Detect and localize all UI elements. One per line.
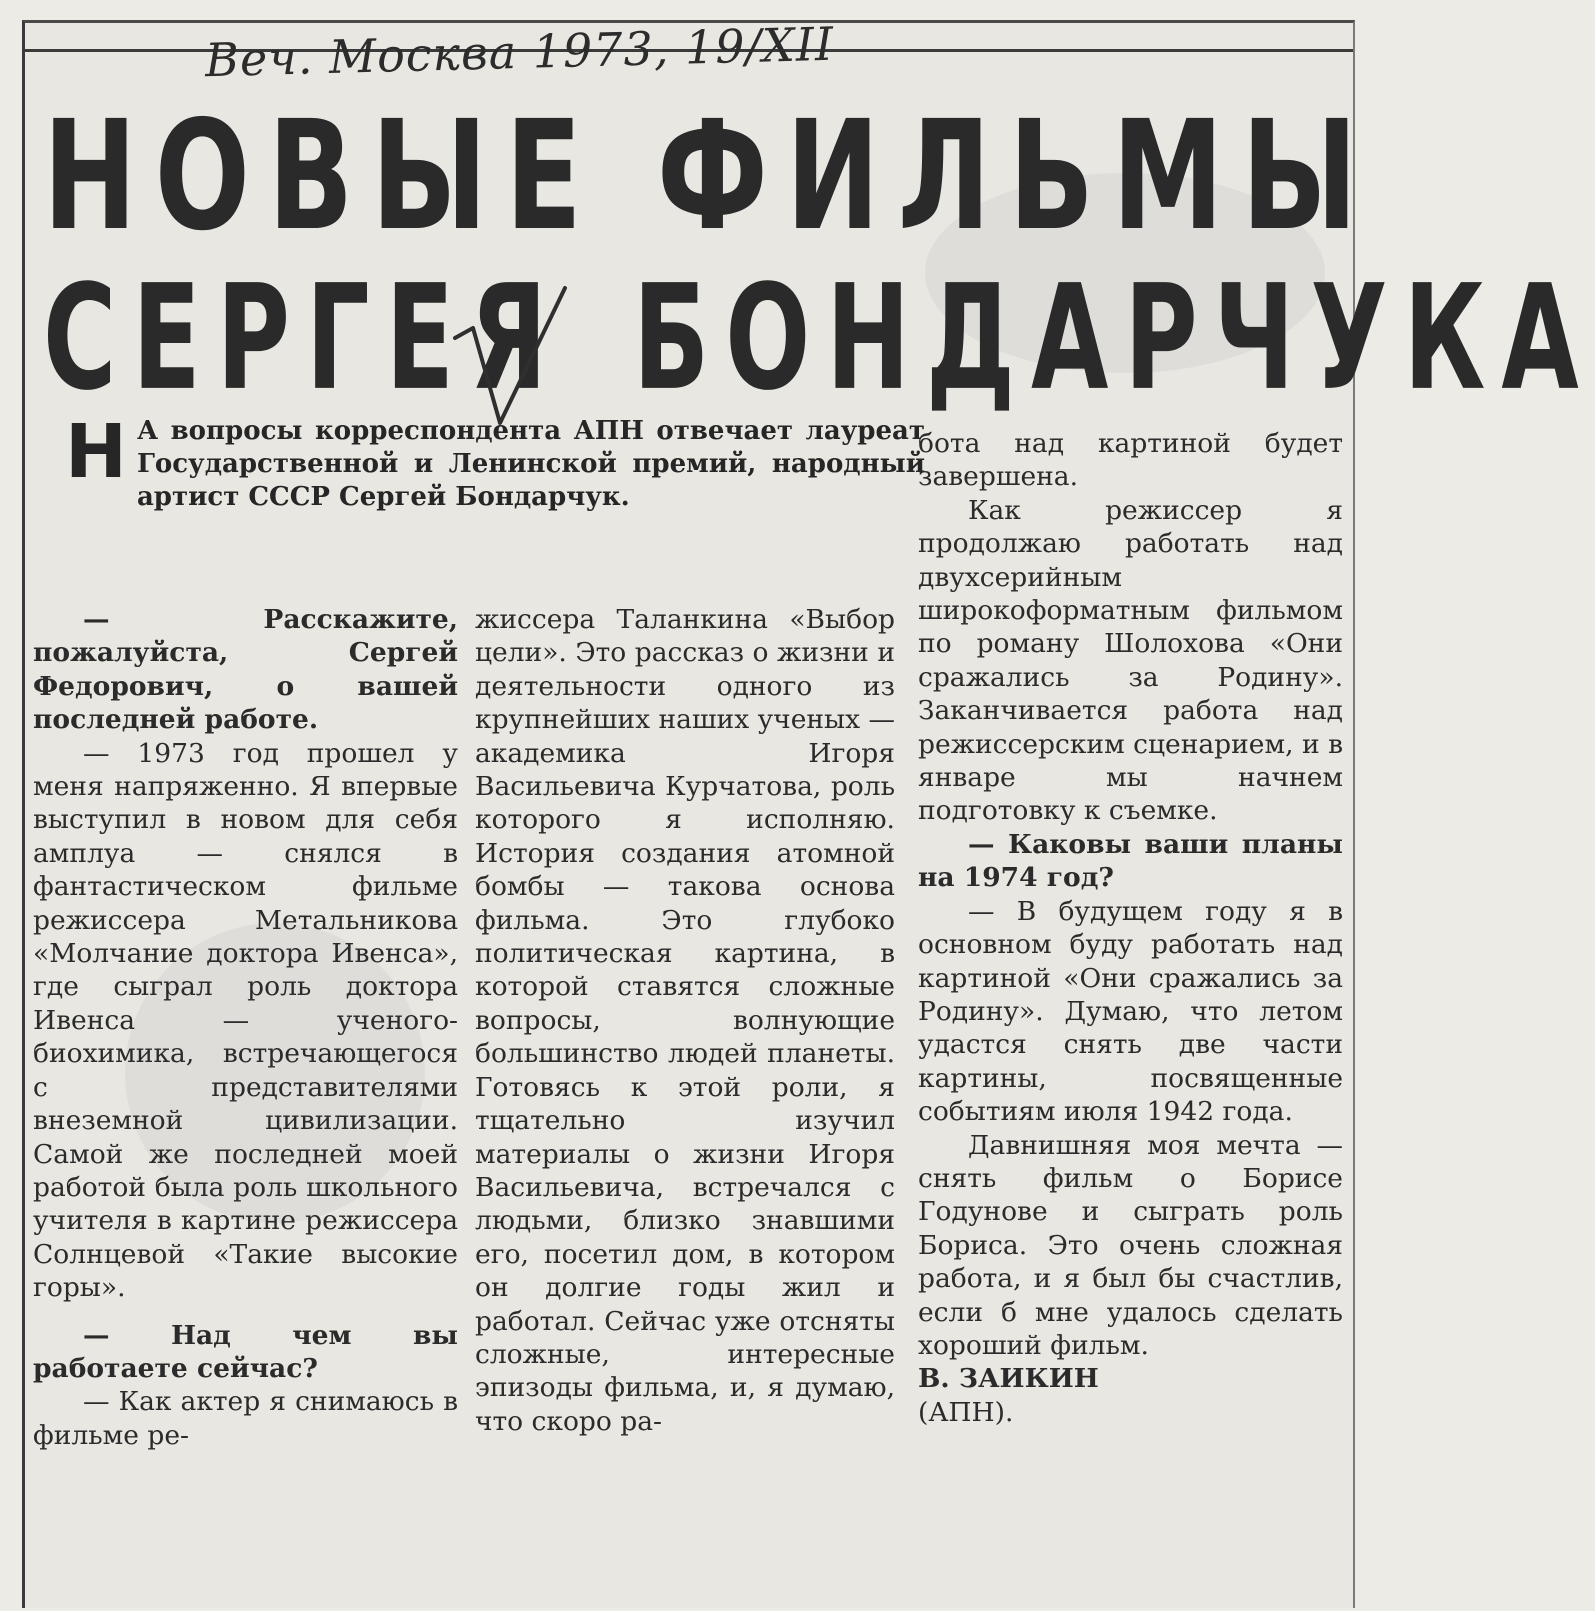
lead-paragraph <box>65 409 925 514</box>
interview-answer: — Как актер я снимаюсь в фильме ре- <box>33 1386 458 1451</box>
article-column-1 <box>33 603 458 1452</box>
lead-text: А вопросы корреспондента АПН отвечает лауреат Государственной и Ленинской премий, народный артист СССР Сергей Бондарчук. <box>136 416 925 512</box>
interview-answer: Как режиссер я продолжаю работать над двухсерийным широкоформатным фильмом по роману Шолохова «Они сражались за Родину». Заканчивается работа над режиссерским сценарием, и в январе мы начнем подготовку к съемке. <box>918 494 1343 827</box>
headline-line-2 <box>43 253 1595 423</box>
drop-cap: Н <box>65 409 127 495</box>
newspaper-clipping <box>22 16 1595 1608</box>
byline-agency: (АПН). <box>918 1396 1014 1428</box>
interview-answer: бота над картиной будет завершена. <box>918 428 1343 493</box>
interview-answer: жиссера Таланкина «Выбор цели». Это рассказ о жизни и деятельности одного из крупнейших наших ученых — академика Игоря Васильевича Курчатова, роль которого я исполняю. История создания атомной бомбы — такова основа фильма. Это глубоко политическая картина, в которой ставятся сложные вопросы, волнующие большинство людей планеты. Готовясь к этой роли, я тщательно изучил материалы о жизни Игоря Васильевича, встречался с людьми, близко знавшими его, посетил дом, в котором он долгие годы жил и работал. Сейчас уже отсняты сложные, интересные эпизоды фильма, и, я думаю, что скоро ра- <box>475 604 896 1437</box>
interview-question: — Каковы ваши планы на 1974 год? <box>918 828 1343 894</box>
byline-author: В. ЗАИКИН <box>918 1363 1099 1395</box>
checkmark-icon <box>445 278 575 438</box>
interview-answer: — В будущем году я в основном буду работать над картиной «Они сражались за Родину». Думаю, что летом удастся снять две части картины, посвященные событиям июля 1942 года. <box>918 895 1343 1128</box>
handwritten-annotation: Веч. Москва 1973, 19/XII <box>204 16 835 88</box>
interview-answer: — 1973 год прошел у меня напряженно. Я впервые выступил в новом для себя амплуа — снялся в фантастическом фильме режиссера Метальникова «Молчание доктора Ивенса», где сыграл роль доктора Ивенса — ученого-биохимика, встречающегося с представителями внеземной цивилизации. Самой же последней моей работой была роль школьного учителя в картине режиссера Солнцевой «Такие высокие горы». <box>33 737 458 1304</box>
interview-question: — Над чем вы работаете сейчас? <box>33 1319 458 1384</box>
headline-word-bondarchuka: БОНДАРЧУКА <box>633 253 1595 423</box>
interview-question: — Расскажите, пожалуйста, Сергей Федорович, о вашей последней работе. <box>33 604 458 736</box>
article-column-2 <box>475 603 895 1438</box>
headline-line-1: НОВЫЕ ФИЛЬМЫ <box>43 89 1376 265</box>
interview-answer: Давнишняя моя мечта — снять фильм о Борисе Годунове и сыграть роль Бориса. Это очень сложная работа, и я был бы счастлив, если б мне удалось сделать хороший фильм. <box>918 1129 1343 1361</box>
headline-word-sergeya: СЕРГЕЯ <box>43 253 564 423</box>
article-column-3 <box>918 427 1343 1429</box>
